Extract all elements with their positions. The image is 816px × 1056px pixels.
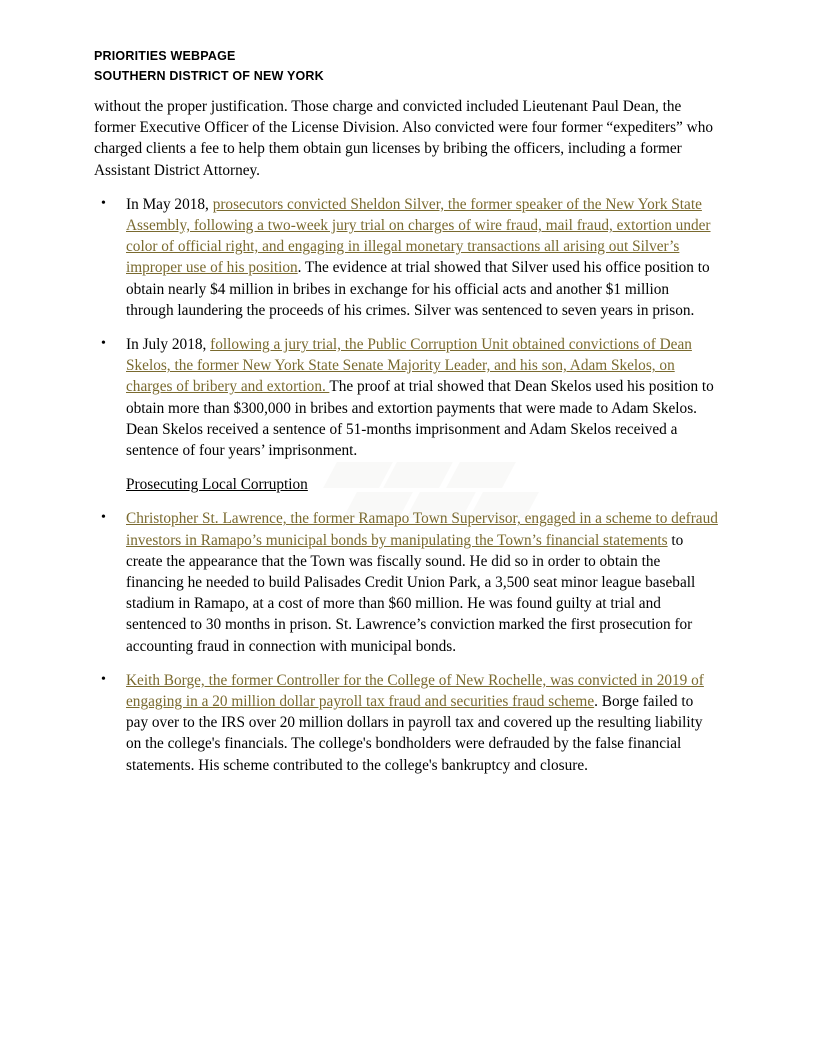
hyperlink-keith-borge[interactable]: Keith Borge, the former Controller for the College of New Rochelle, was convicted in 2019 of engaging in a 20 million dollar payroll tax fraud and securities fraud scheme xyxy=(126,671,704,711)
hyperlink-dean-skelos[interactable]: following a jury trial, the Public Corruption Unit obtained convictions of Dean Skelos, the former New York State Senate Majority Leader, and his son, Adam Skelos, on charges of bribery and extortion. xyxy=(126,336,692,396)
bullet-lead-text: In July 2018, xyxy=(126,336,211,354)
section-subheading xyxy=(94,474,718,495)
bullet-lead-text: In May 2018, xyxy=(126,195,213,213)
bullet-tail-text: to create the appearance that the Town was fiscally sound. He did so in order to obtain the financing he needed to build Palisades Credit Union Park, a 3,500 seat minor league baseball stadium in Ramapo, at a cost of more than $60 million. He was found guilty at trial and sentenced to 30 months in prison. St. Lawrence’s conviction marked the first prosecution for accounting fraud in connection with municipal bonds. xyxy=(126,531,696,655)
continuation-paragraph: without the proper justification. Those charge and convicted included Lieutenant Paul Dean, the former Executive Officer of the License Division. Also convicted were four former “expediters” who charged clients a fee to help them obtain gun licenses by bribing the officers, including a former Assistant District Attorney. xyxy=(94,98,714,179)
hyperlink-sheldon-silver[interactable]: prosecutors convicted Sheldon Silver, the former speaker of the New York State Assembly, following a two-week jury trial on charges of wire fraud, mail fraud, extortion under color of official right, and engaging in illegal monetary transactions all arising out Silver’s improper use of his position xyxy=(126,195,711,277)
list-item xyxy=(94,334,718,461)
header-line-2: SOUTHERN DISTRICT OF NEW YORK xyxy=(94,69,324,83)
list-item xyxy=(94,670,718,776)
header-line-1: PRIORITIES WEBPAGE xyxy=(94,49,236,63)
bullet-tail-text: . Borge failed to pay over to the IRS over 20 million dollars in payroll tax and covered up the resulting liability on the college's financials. The college's bondholders were defrauded by the false financial statements. His scheme contributed to the college's bankruptcy and closure. xyxy=(126,693,703,774)
bullet-tail-text: . The evidence at trial showed that Silver used his office position to obtain nearly $4 million in bribes in exchange for his official acts and another $1 million through laundering the proceeds of his crimes. Silver was sentenced to seven years in prison. xyxy=(126,259,710,319)
document-header xyxy=(94,46,718,86)
hyperlink-christopher-st-lawrence[interactable]: Christopher St. Lawrence, the former Ramapo Town Supervisor, engaged in a scheme to defraud investors in Ramapo’s municipal bonds by manipulating the Town’s financial statements xyxy=(126,510,718,549)
document-body xyxy=(94,46,718,789)
bullet-tail-text: The proof at trial showed that Dean Skelos used his position to obtain more than $300,000 in bribes and extortion payments that were made to Adam Skelos. Dean Skelos received a sentence of 51-months imprisonment and Adam Skelos received a sentence of four years’ imprisonment. xyxy=(126,378,714,460)
section-subheading-label: Prosecuting Local Corruption xyxy=(126,476,308,494)
list-item xyxy=(94,194,718,321)
list-item xyxy=(94,508,718,656)
